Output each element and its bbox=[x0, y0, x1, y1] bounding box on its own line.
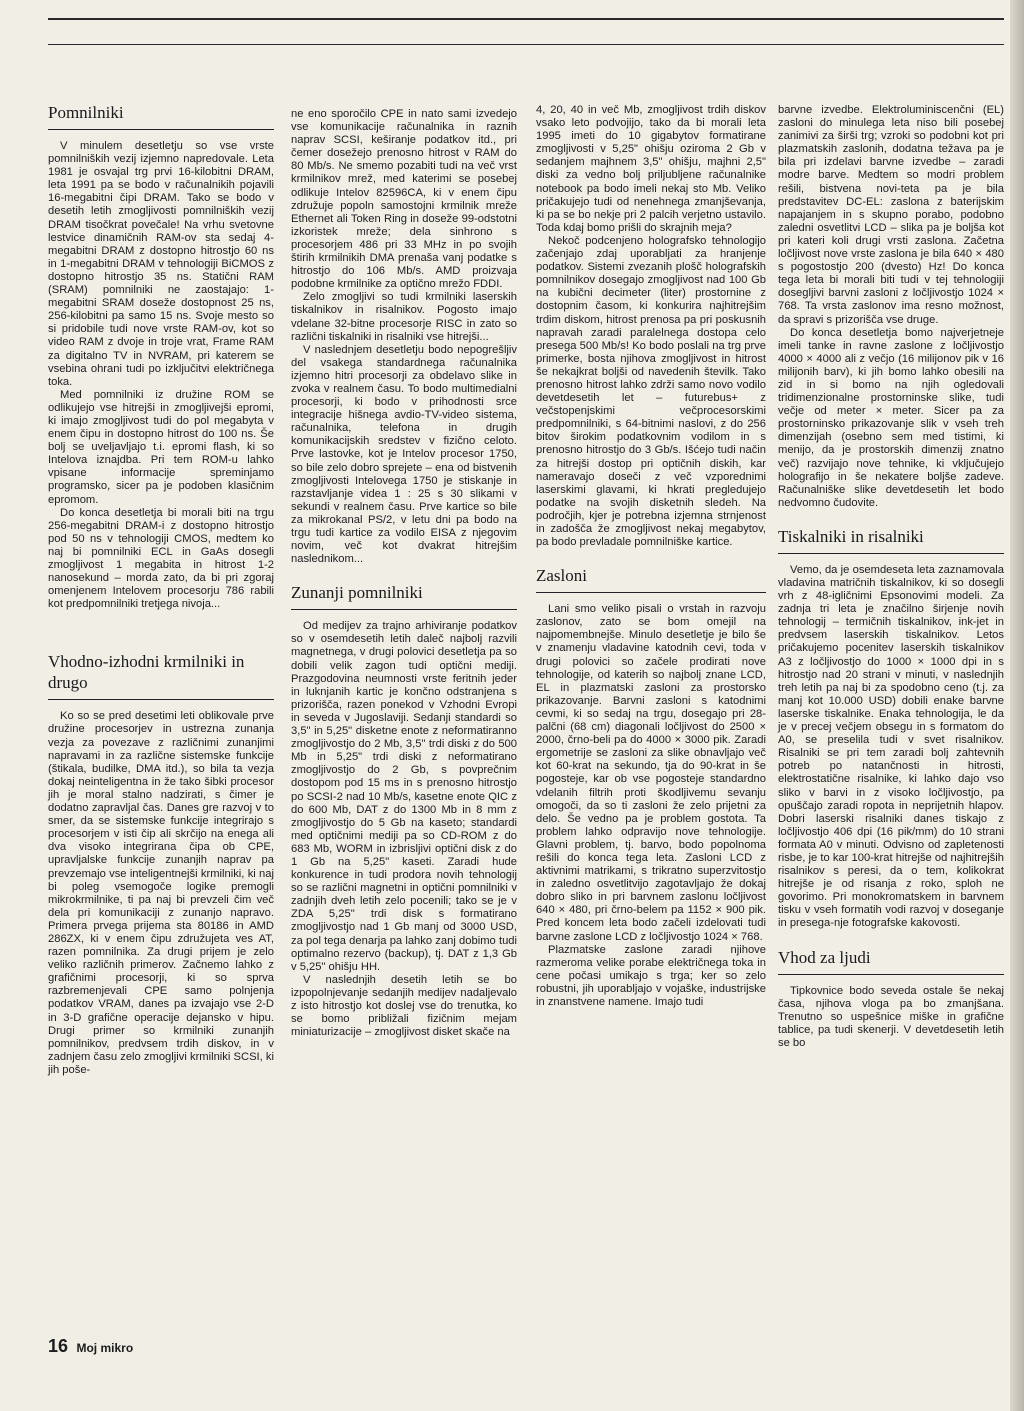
paragraph: V minulem desetletju so vse vrste pomnilniških vezij izjemno napredovale. Leta 1981 je osvajal trg prvi 16-kilobitni DRAM, leta 1991 pa se bodo v računalnikih pojavili 16-megabitni čipi DRAM. Tako se bodo v desetih letih zmogljivosti pomnilniških vezij DRAM tisočkrat povečale! Na vrhu svetovne lestvice dinamičnih RAM-ov sta sedaj 4-megabitni DRAM z dostopno hitrostjo 60 ns in 1-megabitni DRAM v tehnologiji BiCMOS z dostopno hitrostjo 35 ns. Statični RAM (SRAM) pomnilniki ne zaostajajo: 1-megabitni SRAM doseže dostopnost 25 ns, 256-kilobitni pa samo 15 ns. Svoje mesto so si pridobile tudi nove vrste RAM-ov, kot so video RAM z dvoje in troje vrat, Frame RAM za digitalno TV in NVRAM, pri katerem se vsebina ohrani tudi po izključitvi električnega toka. bbox=[48, 140, 274, 388]
paragraph: Do konca desetletja bi morali biti na trgu 256-megabitni DRAM-i z dostopno hitrostjo pod 50 ns v tehnologiji CMOS, medtem ko naj bi pomnilniki ECL in GaAs dosegli zmogljivost 1 megabita in hitrost 1-2 nanosekund – morda zato, da bi pri zgoraj omenjenem Intelovem procesorju 786 rabili kot predpomnilniki tretjega nivoja... bbox=[48, 506, 274, 611]
heading-tiskalniki: Tiskalniki in risalniki bbox=[778, 526, 1004, 554]
magazine-name: Moj mikro bbox=[76, 1341, 134, 1355]
heading-zasloni: Zasloni bbox=[536, 565, 766, 593]
top-rule-thin bbox=[48, 44, 1004, 45]
column-2 bbox=[291, 108, 517, 1039]
paragraph: Med pomnilniki iz družine ROM se odlikujejo vse hitrejši in zmogljivejši epromi, ki imajo zmogljivost tudi do pol megabyta v enem čipu in dostopno hitrost do 100 ns. Še bolj se uveljavljajo t.i. epromi flash, ki so Intelova iznajdba. Pri tem ROM-u lahko vpisane informacije spreminjamo programsko, sicer pa je podoben klasičnim epromom. bbox=[48, 388, 274, 506]
paragraph: V naslednjih desetih letih se bo izpopolnjevanje sedanjih medijev nadaljevalo z isto hitrostjo kot doslej vse do trenutka, ko se bomo približali fizičnim mejam miniaturizacije – zmogljivost disket skače na bbox=[291, 973, 517, 1039]
column-4 bbox=[778, 104, 1004, 1050]
paragraph: Do konca desetletja bomo najverjetneje imeli tanke in ravne zaslone z ločljivostjo 4000 × 4000 ali z večjo (16 milijonov pik v 16 milijonih barv), ki jih bomo lahko obesili na zid in si bomo na njih ogledovali tridimenzionalne prostorninske slike, tudi večje od meter × meter. Sicer pa za prostorninsko prikazovanje slik v vseh treh dimenzijah (osebno sem med tistimi, ki menijo, da je prostorskih dimenzij znatno več) razvijajo nove tehnike, ki vključujejo holografijo in še nekatere boljše zadeve. Računalniške slike devetdesetih let bodo nedvomno čudovite. bbox=[778, 326, 1004, 509]
paragraph: Nekoč podcenjeno holografsko tehnologijo začenjajo zdaj uporabljati za hranjenje podatkov. Sistemi zvezanih plošč holografskih pomnilnikov dosegajo zmogljivost nad 100 Gb na kubični decimeter (liter) prostornine z dostopnim časom, ki konkurira najhitrejšim trdim diskom, hitrost prenosa pa pri poskusnih napravah zaradi paralelnega dostopa celo presega 500 Mb/s! Ko bodo poslali na trg prve primerke, bosta njihova zmogljivost in hitrost še nekajkrat boljši od navedenih številk. Tako prenosno hitrost lahko zdrži samo novo vodilo devetdesetih let – futurebus+ z večstopenjskimi večprocesorskimi predpomnilniki, s 64-bitnimi naslovi, z do 256 bitov širokim podatkovnim vodilom in s prenosno hitrostjo do 3 Gb/s. Išćejo tudi način za hitrejši dostop pri optičnih diskih, kar nameravajo doseči z več vzporednimi laserskimi glavami, ki hkrati pregledujejo podatke na svojih disketnih sledeh. Na področjih, kjer je potrebna izjemna strnjenost in zadošča že zmogljivost nekaj megabytov, pa bodo prevladale pomnilniške kartice. bbox=[536, 234, 766, 549]
page-edge-shadow bbox=[1010, 0, 1024, 1411]
heading-vhod-za-ljudi: Vhod za ljudi bbox=[778, 947, 1004, 975]
paragraph: Vemo, da je osemdeseta leta zaznamovala vladavina matričnih tiskalnikov, ki so dosegli vrh z 48-igličnimi Epsonovimi modeli. Za zadnja tri leta je značilno širjenje novih tehnologij – termičnih tiskalnikov, ink-jet in predvsem laserskih tiskalnikov. Letos pričakujemo pocenitev laserskih tiskalnikov A3 z ločljivostjo do 1000 × 1000 dpi in s hitrostjo nad 20 strani v minuti, v naslednjih treh letih pa naj bi za spodobno ceno (t.j. za manj kot 10.000 USD) dobili enake barvne laserske tiskalnike. Enaka tehnologija, le da je v precej večjem obsegu in s formatom do A0, se preselila tudi v svet risalnikov. Risalniki se pri tem zaradi bolj zahtevnih potreb po natančnosti in hitrosti, elektrostatične risalnike, ki lahko dajo vso sliko v barvi in z visoko ločljivostjo, pa opuščajo zaradi ropota in neprijetnih hlapov. Dobri laserski risalniki danes tiskajo z ločljivostjo 406 dpi (16 pik/mm) do 10 strani formata A0 v minuti. Odvisno od zapletenosti risbe, je to kar 100-krat hitrejše od najhitrejših risalnikov s peresi, da o tem, kolikokrat hitrejše je od risanja z roko, sploh ne govorimo. Pri monokromatskem in barvnem tisku v vseh formatih vodi razvoj v doseganje in presega-nje fotografske kakovosti. bbox=[778, 563, 1004, 930]
heading-vhodno-izhodni: Vhodno-izhodni krmilniki in drugo bbox=[48, 651, 274, 700]
column-3 bbox=[536, 104, 766, 1009]
heading-pomnilniki: Pomnilniki bbox=[48, 102, 274, 130]
column-1 bbox=[48, 102, 274, 1077]
paragraph: Lani smo veliko pisali o vrstah in razvoju zaslonov, zato se bom omejil na najpomembnejše. Minulo desetletje je bilo še v znamenju vladavine katodnih cevi, toda v drugi polovici so začele prodirati nove tehnologije, od katerih so najbolj znane LCD, EL in plazmatski zasloni za prostorsko prikazovanje. Barvni zasloni s katodnimi cevmi, ki so sedaj na trgu, dosegajo pri 28-palčni (68 cm) diagonali ločljivost do 2500 × 2000, črno-beli pa do 4000 × 3000 pik. Zaradi ergometrije se zasloni za slike obnavljajo več kot 60-krat na sekundo, tja do 90-krat in še pogosteje, kar ob vse pogosteje standardno vdelanih filtrih proti škodljivemu sevanju omogoči, da so ti zasloni že zelo prijetni za delo. Še vedno pa je problem gostota. Ta problem lahko odpravijo nove tehnologije. Glavni problem, tj. barvo, bodo popolnoma rešili do konca tega leta. Zasloni LCD z aktivnimi matrikami, s trikratno superzvitostjo in zaledno osvetlitvijo zagotavljajo že dokaj dobro sliko in pri barvnem zaslonu ločljivost 640 × 480, pri črno-belem pa 1152 × 900 pik. Pred koncem leta bodo začeli izdelovati tudi barvne zaslone LCD z ločljivostjo 1024 × 768. bbox=[536, 603, 766, 943]
paragraph: Ko so se pred desetimi leti oblikovale prve družine procesorjev in ustrezna zunanja vezja za povezave z različnimi zunanjimi napravami in za različne sistemske funkcije (štikala, budilke, DMA itd.), so bila ta vezja dokaj neinteligentna in že tako šibki procesor jih je moral stalno nadzirati, s čimer je dodatno zapravljal čas. Danes gre razvoj v to smer, da se sistemske funkcije integrirajo s procesorjem v isti čip ali skrčijo na enega ali dva visoko integrirana čipa ob CPE, upravljalske funkcije zunanjih naprav pa prevzemajo vse inteligentnejši krmilniki, ki naj bi poleg vsemogoče logike premogli mikrokrmilnike, ti pa naj bi prevzeli čim več dela pri komunikaciji z zunanjo napravo. Primera prvega prijema sta 80186 in AMD 286ZX, ki v enem čipu združujeta ves AT, razen pomnilnika. Za drugi prijem je zelo veliko različnih primerov. Začnemo lahko z grafičnimi procesorji, ki so sprva razbremenjevali CPE samo polnjenja podatkov VRAM, danes pa izvajajo vse 2-D in 3-D grafične operacije dejansko v hipu. Drugi primer so krmilniki zunanjih pomnilnikov, predvsem trdih diskov, in v zadnjem času zelo zmogljivi krmilniki SCSI, ki jih poše- bbox=[48, 710, 274, 1076]
paragraph: ne eno sporočilo CPE in nato sami izvedejo vse komunikacije računalnika in raznih naprav SCSI, keširanje podatkov itd., pri čemer dosežejo prenosno hitrost v RAM do 80 Mb/s. Ne smemo pozabiti tudi na več vrst krmilnikov mrež, med katerimi se posebej odlikuje Intelov 82596CA, ki v enem čipu združuje popoln samostojni krmilnik mreže Ethernet ali Token Ring in doseže 99-odstotni izkoristek mreže; dela sinhrono s procesorjem 486 pri 33 MHz in po svojih štirih krmilnikih DMA prenaša vanj podatke s hitrostjo do 106 Mb/s. AMD proizvaja podobne krmilnike za optično mrežo FDDI. bbox=[291, 108, 517, 291]
page-footer bbox=[48, 1336, 133, 1357]
paragraph: barvne izvedbe. Elektroluminiscenčni (EL) zasloni do minulega leta niso bili posebej zanimivi za širši trg; vzroki so podobni kot pri plazmatskih zaslonih, dodatna težava pa je bila pri izdelavi barvne izvedbe – zaradi modre barve. Medtem so modri problem rešili, bistvena novi-teta pa je bila predstavitev DC-EL: zaslona z baterijskim napajanjem in s skupno porabo, podobno zaledni osvetlitvi LCD – slika pa je boljša kot pri kateri koli drugi vrsti zaslona. Začetna ločljivost nove vrste zaslona je bila 640 × 480 s pogostostjo 200 (dvesto) Hz! Do konca tega leta bi morali biti tudi v tej tehnologiji dosegljivi barvni zasloni z ločljivostjo 1024 × 768. Ta vrsta zaslonov ima resno možnost, da spravi s prizorišča vse druge. bbox=[778, 104, 1004, 326]
paragraph: Tipkovnice bodo seveda ostale še nekaj časa, njihova vloga pa bo zmanjšana. Trenutno so uspešnice miške in grafične tablice, pa tudi skenerji. V devetdesetih letih se bo bbox=[778, 984, 1004, 1049]
page-number: 16 bbox=[48, 1336, 69, 1356]
paragraph: Od medijev za trajno arhiviranje podatkov so v osemdesetih letih daleč najbolj razvili magnetnega, v drugi polovici desetletja pa so dobili velik zagon tudi optični mediji. Prazgodovina neumnosti vrste feritnih jeder in luknjanih kartic je končno odstranjena s prizorišča, razen ponekod v Vzhodni Evropi in seveda v Jugoslaviji. Sedanji standardi so 3,5" in 5,25" disketne enote z neformatiranno zmogljivostjo do 2 Mb, 3,5" trdi diski z do 500 Mb in 5,25" trdi diski z neformatirano zmogljivostjo do 2 Gb, s povprečnim dostopom pod 15 ms in s prenosno hitrostjo po SCSI-2 nad 10 Mb/s, kasetne enote QIC z do 600 Mb, DAT z do 1300 Mb in 8 mm z zmogljivostjo do 5 Gb na kaseto; standardi med optičnimi mediji pa so CD-ROM z do 683 Mb, WORM in izbrisljivi optični disk z do 1 Gb na 5,25" kaseti. Zaradi hude konkurence in tudi prodora novih tehnologij so se različni magnetni in optični pomnilniki v zadnjih dveh letih zelo pocenili; tako se je v ZDA 5,25" trdi disk s formatirano zmogljivostjo nad 1 Gb manj od 3000 USD, za pol tega denarja pa lahko zanj dobimo tudi optimalno rezervo (backup), tj. DAT z 1,3 Gb v 5,25" ohišju HH. bbox=[291, 620, 517, 973]
paragraph: 4, 20, 40 in več Mb, zmogljivost trdih diskov vsako leto podvojijo, tako da bi morali leta 1995 imeti do 10 gigabytov formatirane zmogljivosti v 5,25" ohišju oziroma 2 Gb v sedanjem majhnem 3,5" ohišju, majhni 2,5" diski za vedno bolj priljubljene računalnike notebook pa bodo imeli nekaj sto Mb. Veliko pričakujejo tudi od nenehnega zmanjševanja, ki pa se bo nekje pri 2 palcih verjetno ustavilo. Toda kdaj bomo prišli do skrajnih meja? bbox=[536, 104, 766, 234]
heading-zunanji-pomnilniki: Zunanji pomnilniki bbox=[291, 582, 517, 610]
paragraph: Plazmatske zaslone zaradi njihove razmeroma velike porabe električnega toka in cene počasi umikajo s trga; ker so zelo robustni, jih uporabljajo v vojaške, industrijske in znanstvene namene. Imajo tudi bbox=[536, 943, 766, 1008]
top-rule bbox=[48, 18, 1004, 20]
paragraph: Zelo zmogljivi so tudi krmilniki laserskih tiskalnikov in risalnikov. Pogosto imajo vdelane 32-bitne procesorje RISC in zato so različni tiskalniki in risalniki vse hitrejši... bbox=[291, 291, 517, 343]
paragraph: V naslednjem desetletju bodo nepogrešljiv del vsakega standardnega računalnika izjemno hitri procesorji za obdelavo slike in zvoka v realnem času. To bodo multimedialni procesorji, ki bodo v prihodnosti srce integracije hišnega avdio-TV-video sistema, računalnika, telefona in drugih komunikacijskih sredstev v fizično celoto. Prve lastovke, kot je Intelov procesor 1750, so bile zelo dobro sprejete – ena od bistvenih zmogljivosti Intelovega 1750 je stiskanje in razstavljanje videa 1 : 25 s 30 slikami v sekundi v realnem času. Prve kartice so bile za mikrokanal PS/2, v letu dni pa bodo na trgu tudi kartice za vodilo EISA z njegovim novim, več kot dvakrat hitrejšim naslednikom... bbox=[291, 343, 517, 566]
